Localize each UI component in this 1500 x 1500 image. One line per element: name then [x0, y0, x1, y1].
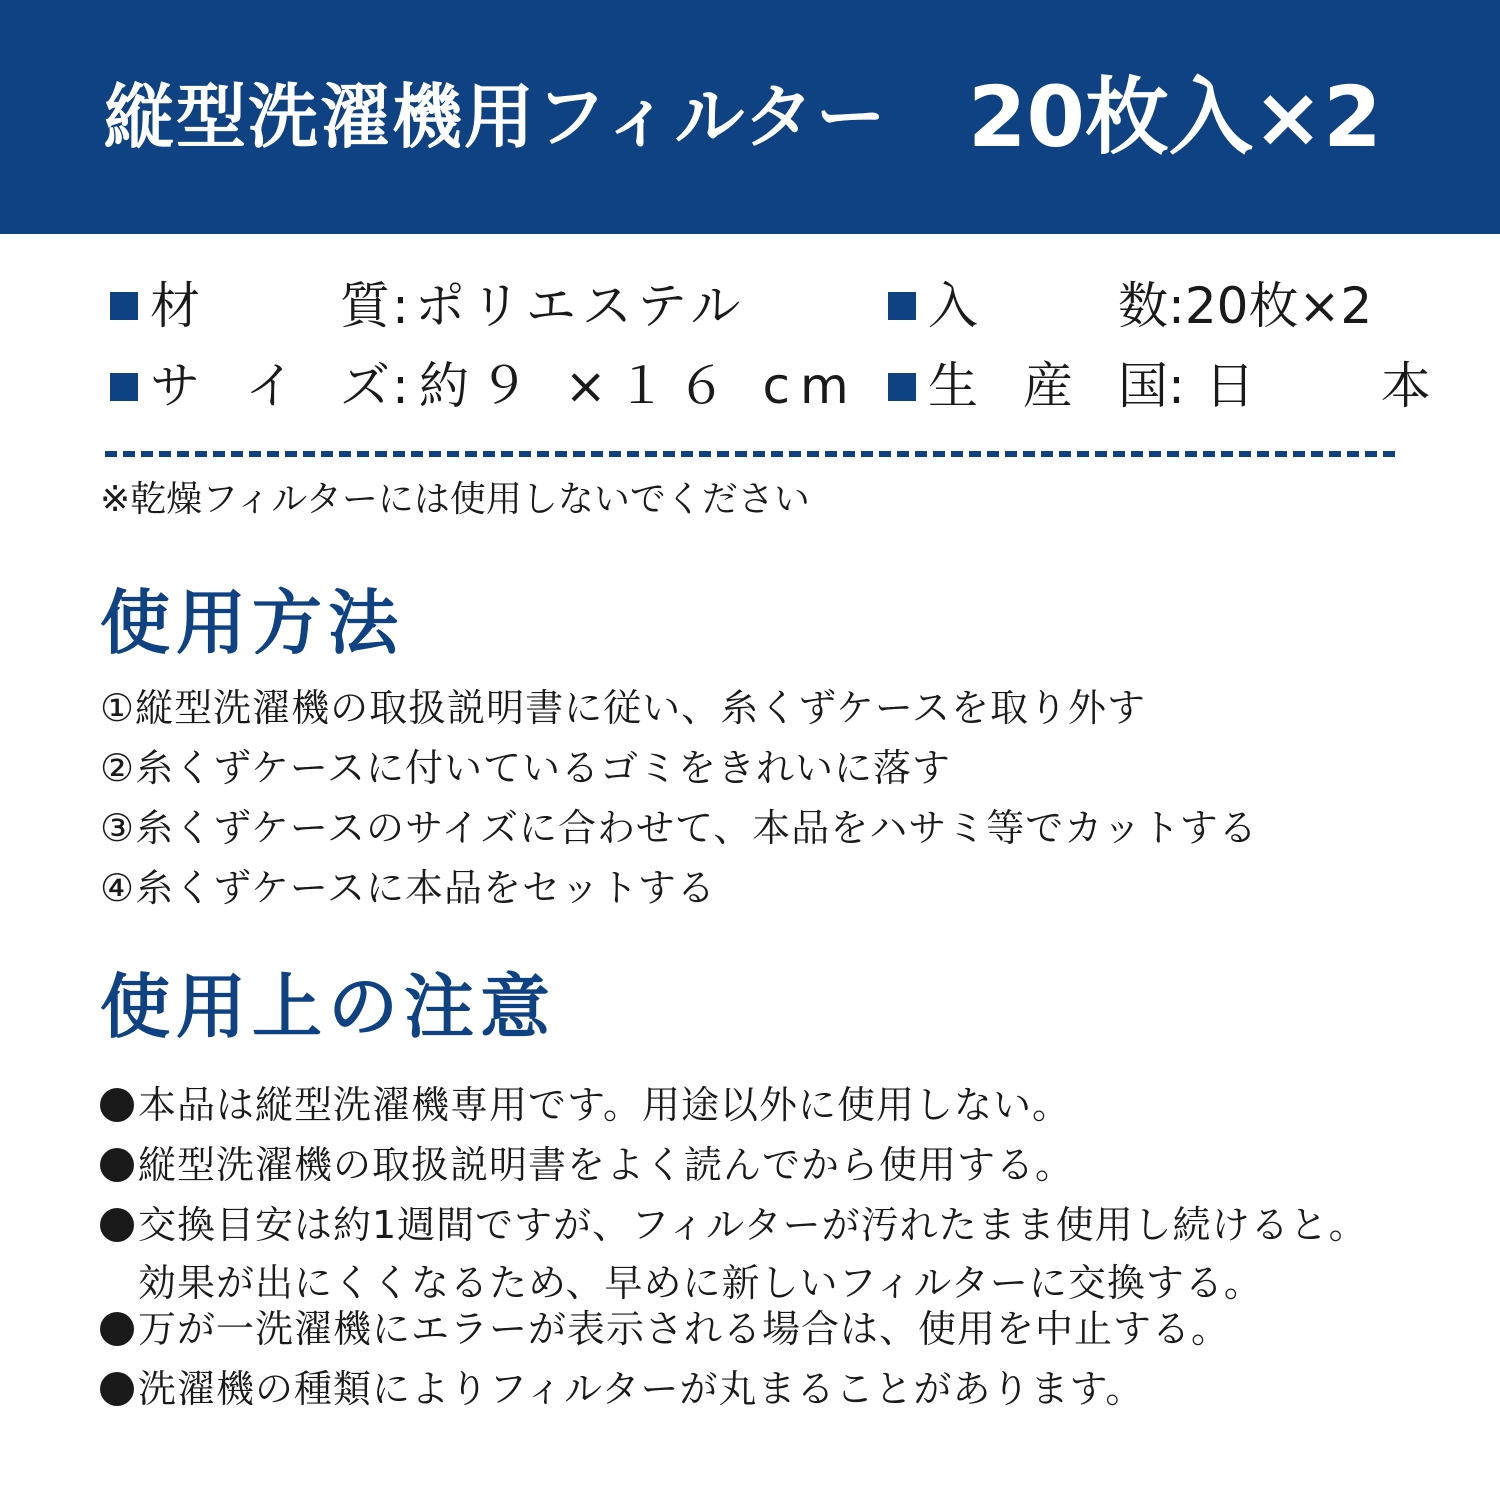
caution-item: 交換目安は約1週間ですが、フィルターが汚れたまま使用し続けると。 効果が出にくくなるため、早めに新しいフィルターに交換する。 [100, 1196, 1420, 1312]
caution-item: 万が一洗濯機にエラーが表示される場合は、使用を中止する。 [100, 1300, 1420, 1358]
spec-size-label: サ イ ズ [150, 357, 390, 415]
bullet-dot-icon [100, 1208, 134, 1242]
bullet-dot-icon [100, 1148, 134, 1182]
product-quantity: 20枚入×2 [968, 68, 1382, 166]
caution-item: 洗濯機の種類によりフィルターが丸まることがあります。 [100, 1360, 1420, 1418]
caution-item: 縦型洗濯機の取扱説明書をよく読んでから使用する。 [100, 1136, 1420, 1194]
usage-step: ③糸くずケースのサイズに合わせて、本品をハサミ等でカットする [100, 806, 1258, 850]
caution-heading: 使用上の注意 [100, 965, 556, 1048]
usage-step: ②糸くずケースに付いているゴミをきれいに落す [100, 746, 952, 790]
bullet-square-icon [888, 292, 916, 320]
usage-heading: 使用方法 [100, 581, 404, 664]
bullet-dot-icon [100, 1312, 134, 1346]
spec-count-value: :20枚×2 [1168, 277, 1373, 335]
spec-material-label: 材 質 [150, 277, 390, 335]
usage-step: ④糸くずケースに本品をセットする [100, 866, 716, 910]
product-title: 縦型洗濯機用フィルター [104, 76, 888, 158]
bullet-dot-icon [100, 1088, 134, 1122]
bullet-square-icon [110, 373, 138, 401]
spec-material-value: :ポリエステル [392, 277, 747, 335]
dashed-divider [105, 451, 1395, 457]
bullet-dot-icon [100, 1372, 134, 1406]
bullet-square-icon [110, 292, 138, 320]
spec-size-value: :約９ ×１６ cm [392, 357, 859, 415]
caution-item: 本品は縦型洗濯機専用です。用途以外に使用しない。 [100, 1076, 1420, 1134]
header-banner [0, 0, 1500, 234]
usage-step: ①縦型洗濯機の取扱説明書に従い、糸くずケースを取り外す [100, 686, 1147, 730]
bullet-square-icon [888, 373, 916, 401]
dryer-filter-note: ※乾燥フィルターには使用しないでください [100, 479, 810, 520]
spec-origin-value: :日 本 [1168, 357, 1451, 415]
spec-origin-label: 生 産 国 [928, 357, 1168, 415]
spec-count-label: 入 数 [928, 277, 1168, 335]
